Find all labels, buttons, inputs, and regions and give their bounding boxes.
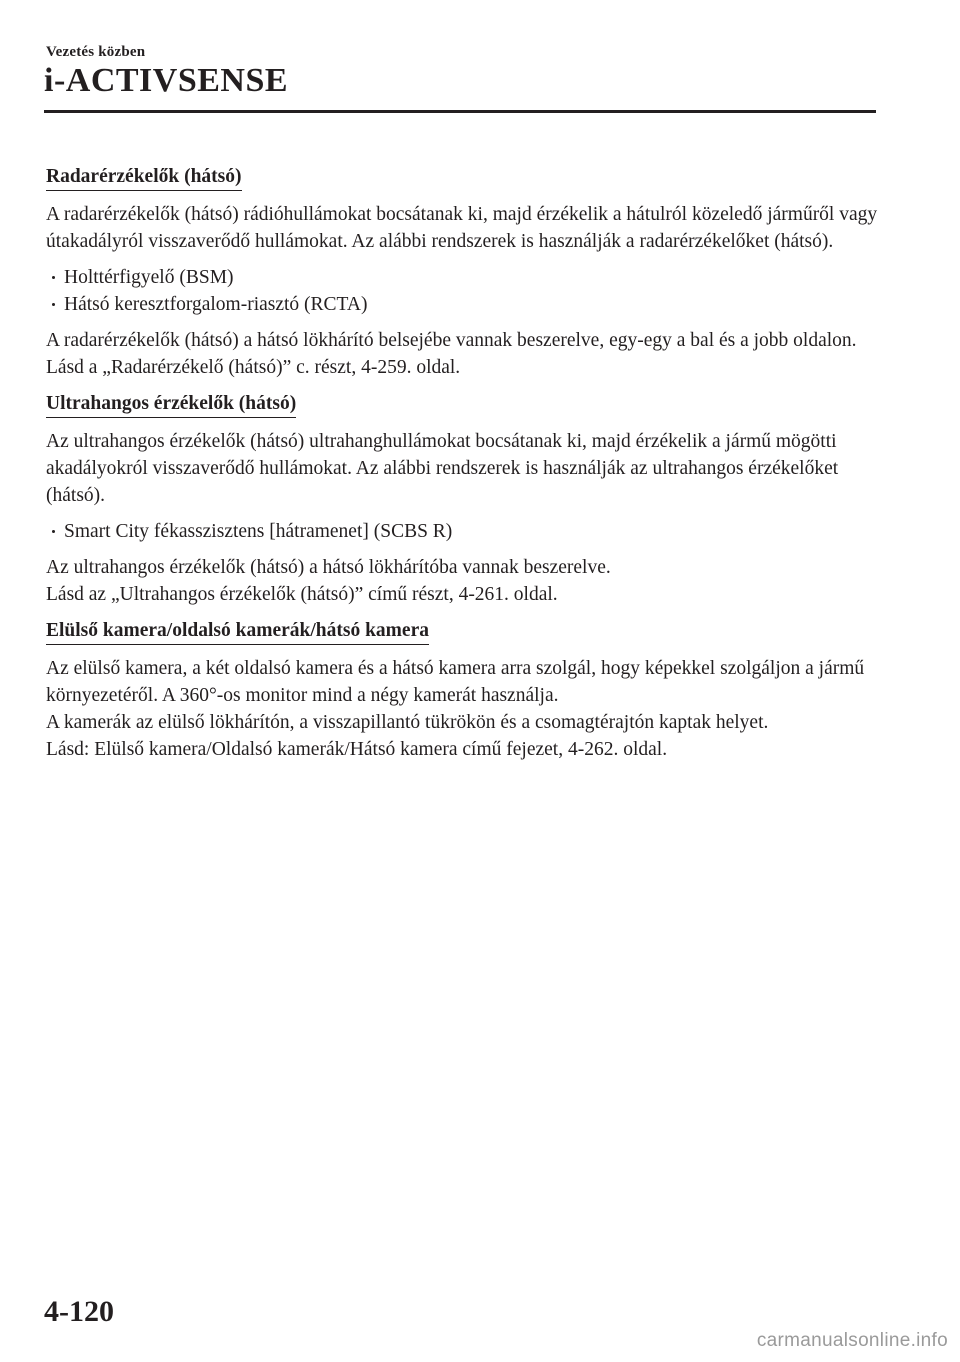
cross-reference: Lásd: Elülső kamera/Oldalsó kamerák/Hátsó kamera című fejezet, 4-262. oldal.: [46, 739, 668, 760]
paragraph: A radarérzékelők (hátsó) rádióhullámokat bocsátanak ki, majd érzékelik a hátulról közeledő járműről vagy útakadályról visszaverődő hullámokat. Az alábbi rendszerek is használják a radarérzékelőket (hátsó).: [46, 204, 878, 252]
bullet-dot-icon: [52, 303, 55, 306]
section-heading-radar: Radarérzékelők (hátsó): [46, 165, 242, 191]
paragraph: [46, 655, 886, 763]
watermark: carmanualsonline.info: [756, 1330, 948, 1351]
list-item: [46, 264, 886, 291]
header-divider: [44, 110, 876, 113]
bullet-dot-icon: [52, 530, 55, 533]
paragraph: [46, 554, 886, 608]
list-item-text: Smart City fékasszisztens [hátramenet] (SCBS R): [64, 521, 453, 542]
paragraph: Az ultrahangos érzékelők (hátsó) ultrahanghullámokat bocsátanak ki, majd érzékelik a jármű mögötti akadályokról visszaverődő hullámokat. Az alábbi rendszerek is használják az ultrahangos érzékelőket (hátsó).: [46, 431, 839, 506]
paragraph-line: A radarérzékelők (hátsó) a hátsó lökhárító belsejébe vannak beszerelve, egy-egy a bal és a jobb oldalon.: [46, 330, 857, 351]
section-heading-cameras: Elülső kamera/oldalsó kamerák/hátsó kamera: [46, 619, 429, 645]
list-item-text: Hátsó keresztforgalom-riasztó (RCTA): [64, 294, 368, 315]
cross-reference: Lásd az „Ultrahangos érzékelők (hátsó)” című részt, 4-261. oldal.: [46, 584, 558, 605]
bullet-list: [46, 264, 886, 318]
list-item: [46, 291, 886, 318]
cross-reference: Lásd a „Radarérzékelő (hátsó)” c. részt, 4-259. oldal.: [46, 357, 461, 378]
bullet-dot-icon: [52, 276, 55, 279]
paragraph: [46, 327, 886, 381]
list-item: [46, 518, 886, 545]
chapter-label: Vezetés közben: [46, 44, 146, 60]
bullet-list: [46, 518, 886, 545]
page-content: [46, 163, 886, 772]
list-item-text: Holttérfigyelő (BSM): [64, 267, 234, 288]
section-title: i-ACTIVSENSE: [44, 62, 289, 99]
page-number: 4-120: [44, 1295, 114, 1328]
paragraph-line: Az ultrahangos érzékelők (hátsó) a hátsó lökhárítóba vannak beszerelve.: [46, 557, 611, 578]
section-heading-ultrasonic: Ultrahangos érzékelők (hátsó): [46, 392, 296, 418]
paragraph-line: Az elülső kamera, a két oldalsó kamera és a hátsó kamera arra szolgál, hogy képekkel szolgáljon a jármű környezetéről. A 360°-os monitor mind a négy kamerát használja.: [46, 658, 865, 706]
paragraph-line: A kamerák az elülső lökhárítón, a visszapillantó tükrökön és a csomagtérajtón kaptak helyet.: [46, 712, 769, 733]
